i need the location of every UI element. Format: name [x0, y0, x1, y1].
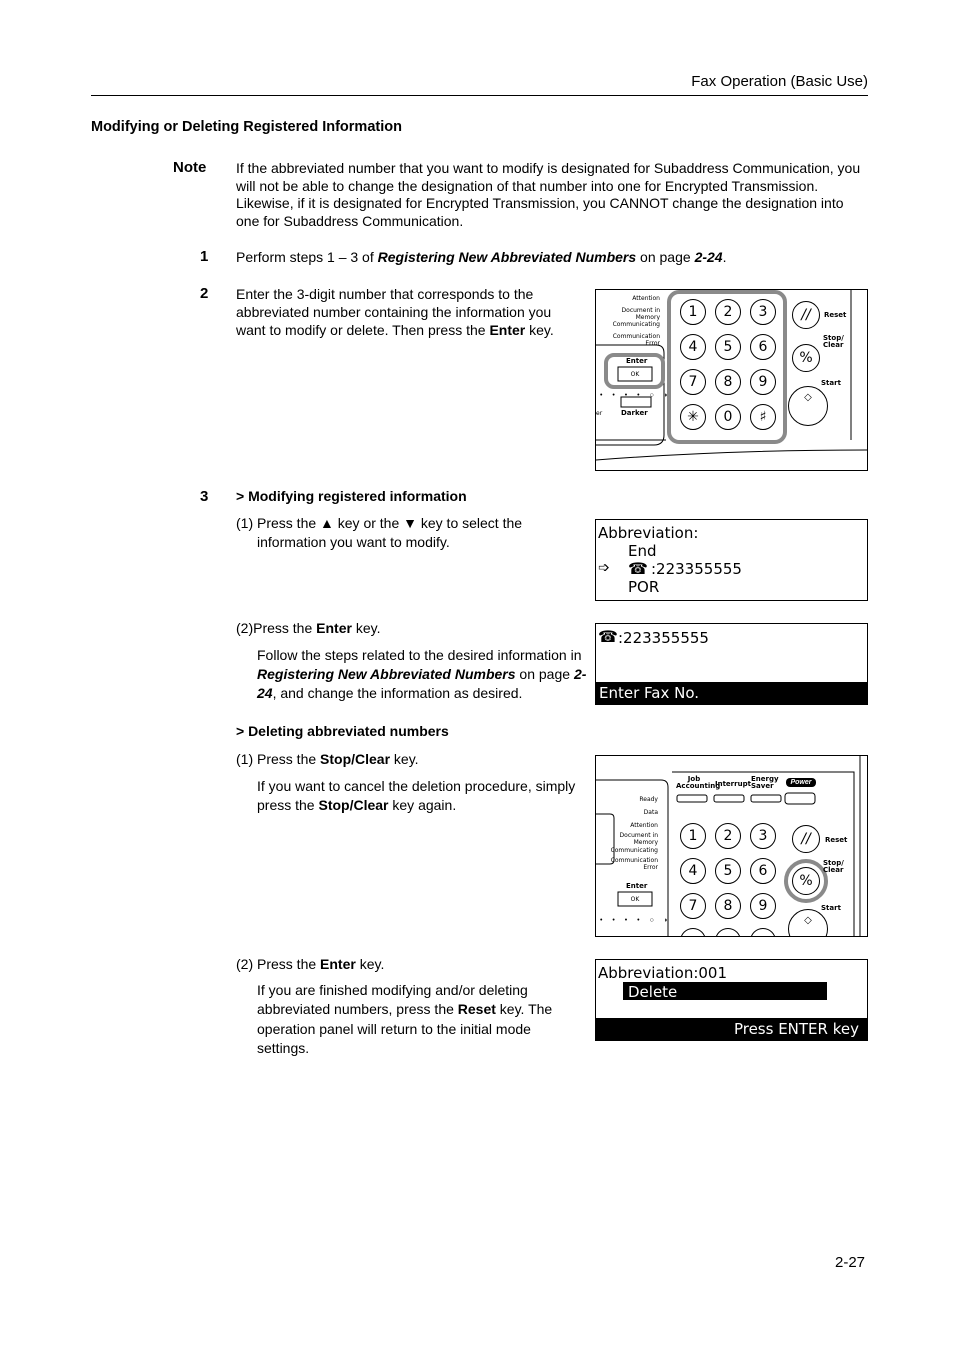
key-7[interactable]: 7: [680, 369, 706, 395]
indicator-document-in-memory-2: Document in Memory: [619, 832, 658, 846]
indicator-ready: Ready: [639, 796, 658, 803]
cursor-arrow-icon: ➩: [598, 560, 610, 576]
indicator-document-in-memory: Document in Memory: [621, 307, 660, 321]
start-label-2: Start: [821, 904, 841, 912]
reset-label-2: Reset: [825, 836, 848, 844]
lcd2-status-bar: [596, 682, 867, 704]
step-2-text: [236, 285, 572, 339]
key-hash[interactable]: ♯: [750, 404, 776, 430]
step-1-page: 2-24: [694, 249, 723, 265]
note-text: If the abbreviated number that you want to modify is designated for Subaddress Communication, you will not be able to change the designation of that number into one for Encrypted Transmission. Likewise, if it is designated for Encrypted Transmission, you CANNOT change the designation into one for Subaddress Communication.: [236, 160, 861, 229]
ok-label-2: OK: [630, 896, 640, 903]
step-2-pre: Enter the 3-digit number that corresponds to the abbreviated number containing the information you want to modify or delete. Then press the: [236, 286, 552, 338]
modify-step-2-pre: (2)Press the: [236, 620, 317, 636]
step-3-number: 3: [200, 488, 209, 505]
step-1-pre: Perform steps 1 – 3 of: [236, 249, 378, 265]
lcd3-status-bar: [596, 1018, 867, 1040]
modify-step-2: [236, 619, 380, 637]
phone-icon: ☎: [598, 627, 618, 646]
stop-clear-key[interactable]: %: [792, 867, 820, 895]
follow-page: 2-24: [257, 666, 587, 701]
indicator-attention-2: Attention: [630, 822, 658, 829]
stop-clear-label: Stop/ Clear: [823, 334, 844, 349]
reset-key[interactable]: //: [792, 301, 820, 329]
stop-clear-key[interactable]: %: [792, 344, 820, 372]
lcd1-line4: POR: [628, 578, 660, 596]
step-1-post: .: [722, 249, 727, 265]
delete-heading: > Deleting abbreviated numbers: [236, 723, 449, 739]
key-3[interactable]: 3: [750, 823, 776, 849]
er-label: er: [596, 410, 603, 417]
power-label: Power: [786, 778, 816, 787]
ok-label: OK: [630, 371, 640, 378]
modify-heading: > Modifying registered information: [236, 488, 467, 504]
darker-label: Darker: [621, 409, 648, 417]
indicator-communication-error: Communication Error: [612, 333, 660, 347]
cancel-text: [257, 777, 587, 815]
key-9[interactable]: 9: [750, 893, 776, 919]
key-4[interactable]: 4: [680, 334, 706, 360]
key-8[interactable]: 8: [715, 893, 741, 919]
page-number: 2-27: [835, 1254, 866, 1271]
indicator-communication-error-2: Communication Error: [610, 857, 658, 871]
finish-key: Reset: [457, 1001, 496, 1018]
cancel-key: Stop/Clear: [318, 797, 389, 813]
key-4[interactable]: 4: [680, 858, 706, 884]
lcd-display-3: [595, 959, 868, 1041]
lcd-display-1: [595, 519, 868, 601]
step-2-post: key.: [525, 322, 554, 338]
reset-key[interactable]: //: [792, 825, 820, 853]
follow-post: , and change the information as desired.: [272, 685, 523, 701]
delete-step-2-pre: (2) Press the: [236, 956, 321, 972]
step-2-key: Enter: [489, 322, 526, 338]
density-dots: • • • • ○ ◗: [600, 392, 672, 399]
operation-panel-illustration-2: [595, 755, 868, 937]
enter-label: Enter: [626, 357, 648, 365]
section-title: Modifying or Deleting Registered Information: [91, 119, 402, 135]
modify-step-1: (1) Press the ▲ key or the ▼ key to select the information you want to modify.: [236, 515, 523, 550]
modify-step-2-key: Enter: [316, 620, 352, 636]
follow-ref: Registering New Abbreviated Numbers: [257, 666, 516, 682]
step-2-number: 2: [200, 285, 209, 302]
header-section: Fax Operation (Basic Use): [691, 73, 868, 90]
follow-mid: on page: [515, 666, 574, 682]
density-dots-2: • • • • ○ ◗: [600, 917, 672, 924]
follow-steps-text: [257, 646, 587, 703]
indicator-communicating: Communicating: [612, 321, 660, 328]
key-5[interactable]: 5: [715, 334, 741, 360]
finish-pre: If you are finished modifying and/or deleting abbreviated numbers, press the: [257, 982, 528, 1018]
key-1[interactable]: 1: [680, 823, 706, 849]
key-2[interactable]: 2: [715, 823, 741, 849]
key-2[interactable]: 2: [715, 299, 741, 325]
lcd3-line1: Abbreviation:001: [598, 964, 728, 982]
lcd2-line1: :223355555: [618, 629, 709, 647]
key-3[interactable]: 3: [750, 299, 776, 325]
start-key[interactable]: ◇: [788, 909, 828, 937]
key-0[interactable]: 0: [715, 404, 741, 430]
modify-step-2-post: key.: [351, 620, 381, 636]
key-8[interactable]: 8: [715, 369, 741, 395]
delete-step-2: [236, 955, 384, 973]
reset-label: Reset: [824, 311, 847, 319]
follow-pre: Follow the steps related to the desired information in: [257, 647, 582, 663]
interrupt-label: Interrupt: [715, 780, 751, 788]
step-1-ref: Registering New Abbreviated Numbers: [377, 249, 637, 265]
lcd2-bar-text: Enter Fax No.: [599, 684, 700, 702]
lcd1-line1: Abbreviation:: [598, 524, 699, 542]
lcd3-bar-text: Press ENTER key: [733, 1020, 859, 1038]
delete-step-1: [236, 750, 419, 768]
delete-step-2-post: key.: [355, 956, 385, 972]
indicator-attention: Attention: [632, 295, 660, 302]
key-star[interactable]: ✳: [680, 404, 706, 430]
lcd-display-2: [595, 623, 868, 705]
start-key[interactable]: ◇: [788, 386, 828, 426]
lcd1-line2: End: [628, 542, 657, 560]
delete-step-1-key: Stop/Clear: [320, 751, 391, 767]
stop-clear-label-2: Stop/ Clear: [823, 859, 844, 874]
cancel-post: key again.: [388, 797, 457, 813]
note-label: Note: [173, 159, 207, 176]
finish-text: [257, 981, 569, 1058]
step-1-number: 1: [200, 248, 209, 265]
lcd3-selected-item: [623, 982, 827, 1000]
phone-icon: ☎: [628, 559, 648, 578]
start-label: Start: [821, 379, 841, 387]
operation-panel-illustration-1: [595, 289, 868, 471]
key-7[interactable]: 7: [680, 893, 706, 919]
cancel-pre: If you want to cancel the deletion procedure, simply press the: [257, 778, 576, 813]
key-5[interactable]: 5: [715, 858, 741, 884]
delete-step-2-key: Enter: [320, 956, 356, 972]
delete-step-1-post: key.: [390, 751, 419, 767]
finish-post: key. The operation panel will return to the initial mode settings.: [257, 1001, 553, 1056]
energy-saver-label: Energy Saver: [751, 775, 779, 790]
lcd3-selected-text: Delete: [628, 983, 678, 1001]
job-accounting-label: Job Accounting: [676, 775, 721, 790]
key-6[interactable]: 6: [750, 334, 776, 360]
page-header: [91, 73, 868, 96]
key-1[interactable]: 1: [680, 299, 706, 325]
indicator-data: Data: [643, 809, 658, 816]
key-6[interactable]: 6: [750, 858, 776, 884]
indicator-communicating-2: Communicating: [610, 847, 658, 854]
lcd1-line3: :223355555: [651, 560, 742, 578]
step-1-mid: on page: [636, 249, 695, 265]
key-9[interactable]: 9: [750, 369, 776, 395]
enter-label-2: Enter: [626, 882, 648, 890]
step-1-text: [236, 248, 866, 266]
delete-step-1-pre: (1) Press the: [236, 751, 321, 767]
